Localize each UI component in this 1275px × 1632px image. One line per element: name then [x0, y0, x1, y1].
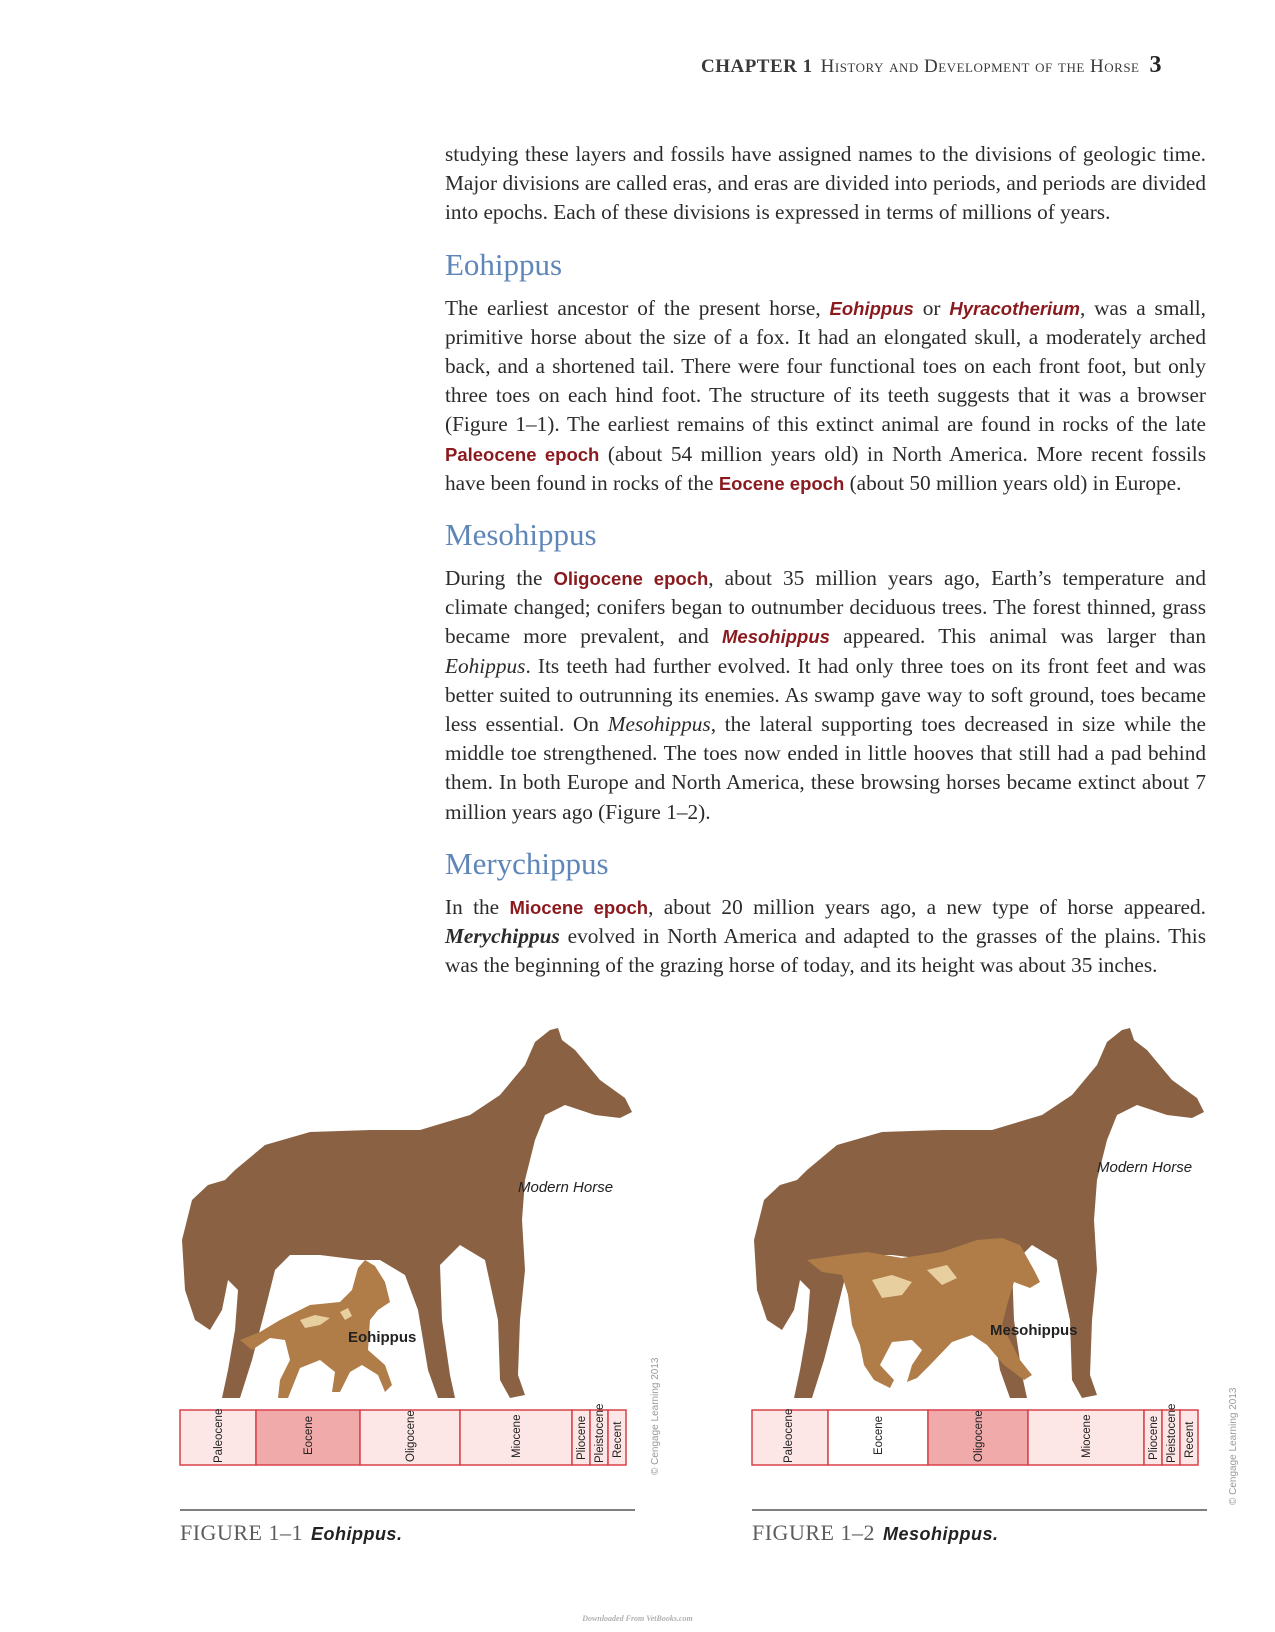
epoch-label: Pleistocene — [1166, 1403, 1178, 1463]
epoch-label: Pleistocene — [594, 1403, 606, 1463]
merychippus-heading: Merychippus — [445, 845, 609, 881]
epoch-timeline — [752, 1404, 1198, 1465]
epoch-label: Miocene — [511, 1414, 523, 1458]
eohippus-heading: Eohippus — [445, 246, 563, 282]
keyword-term: Eocene epoch — [718, 472, 845, 494]
epoch-label: Paleocene — [783, 1408, 795, 1463]
figure-1-2 — [752, 1020, 1207, 1540]
keyword-term: Eohippus — [829, 297, 914, 319]
figure-number: FIGURE 1–2 — [752, 1520, 875, 1545]
italic-term: Mesohippus — [607, 712, 711, 737]
keyword-term: Mesohippus — [722, 626, 830, 648]
figure-number: FIGURE 1–1 — [180, 1520, 303, 1545]
keyword-term: Paleocene epoch — [445, 443, 600, 465]
epoch-label: Recent — [1184, 1421, 1196, 1458]
epoch-label: Oligocene — [405, 1410, 417, 1462]
page-number: 3 — [1149, 52, 1162, 78]
mesohippus-heading: Mesohippus — [445, 517, 597, 553]
keyword-term: Oligocene epoch — [553, 568, 709, 590]
running-header — [701, 52, 1162, 79]
epoch-label: Pliocene — [576, 1415, 588, 1460]
image-credit: © Cengage Learning 2013 — [1228, 1387, 1239, 1505]
figure-1-1-illustration — [180, 1020, 661, 1515]
italic-term: Eohippus — [445, 653, 526, 678]
epoch-label: Pliocene — [1148, 1415, 1160, 1460]
epoch-timeline — [180, 1404, 626, 1465]
bold-italic-term: Merychippus — [445, 924, 560, 949]
merychippus-paragraph: In the Miocene epoch, about 20 million years ago, a new type of horse appeared. Merychippus evolved in North America and adapted to the grasses of the plains. This was the beginning of the grazing horse of today, and its height was about 35 inches. — [445, 894, 1206, 978]
epoch-label: Eocene — [303, 1415, 315, 1455]
keyword-term: Miocene epoch — [509, 896, 649, 918]
figure-title: Mesohippus. — [882, 1524, 999, 1544]
modern-horse-label: Modern Horse — [1097, 1159, 1193, 1176]
epoch-label: Oligocene — [973, 1410, 985, 1462]
keyword-term: Hyracotherium — [949, 297, 1080, 319]
epoch-label: Paleocene — [213, 1408, 225, 1463]
figure-1-1 — [180, 1020, 661, 1540]
chapter-label: CHAPTER 1 — [700, 56, 813, 77]
figure-1-1-caption — [180, 1520, 402, 1546]
animal-label: Mesohippus — [990, 1322, 1078, 1339]
figure-1-2-caption — [752, 1520, 998, 1546]
mesohippus-paragraph: During the Oligocene epoch, about 35 million years ago, Earth’s temperature and climate changed; conifers began to outnumber deciduous trees. The forest thinned, grass became more prevalent, and Mesohippus appeared. This animal was larger than Eohippus. Its teeth had further evolved. It had only three toes on its front feet and was better suited to outrunning its enemies. As swamp gave way to soft ground, toes became less essential. On Mesohippus, the lateral supporting toes decreased in size while the middle toe strengthened. The toes now ended in little hooves that still had a pad behind them. In both Europe and North America, these browsing horses became extinct about 7 million years ago (Figure 1–2). — [445, 566, 1206, 824]
animal-label: Eohippus — [348, 1329, 417, 1346]
chapter-title: History and Development of the Horse — [820, 56, 1140, 77]
figure-1-2-illustration — [752, 1020, 1207, 1515]
epoch-label: Recent — [612, 1421, 624, 1458]
modern-horse-silhouette — [754, 1028, 1204, 1398]
image-credit: © Cengage Learning 2013 — [650, 1357, 661, 1475]
epoch-label: Eocene — [873, 1415, 885, 1455]
eohippus-paragraph: The earliest ancestor of the present horse, Eohippus or Hyracotherium, was a small, primitive horse about the size of a fox. It had an elongated skull, a moderately arched back, and a shortened tail. There were four functional toes on each front foot, but only three toes on each hind foot. The structure of its teeth suggests that it was a browser (Figure 1–1). The earliest remains of this extinct animal are found in rocks of the late Paleocene epoch (about 54 million years old) in North America. More recent fossils have been found in rocks of the Eocene epoch (about 50 million years old) in Europe. — [445, 295, 1207, 495]
figure-title: Eohippus. — [310, 1524, 403, 1544]
download-watermark: Downloaded From VetBooks.com — [582, 1614, 693, 1623]
modern-horse-label: Modern Horse — [518, 1179, 614, 1196]
epoch-label: Miocene — [1081, 1414, 1093, 1458]
body-text — [445, 140, 1206, 980]
intro-paragraph: studying these layers and fossils have assigned names to the divisions of geologic time. Major divisions are called eras, and eras are divided into periods, and periods are divided into epochs. Each of these divisions is expressed in terms of millions of years. — [445, 142, 1206, 225]
figure-1-2-credit — [1222, 1380, 1242, 1510]
